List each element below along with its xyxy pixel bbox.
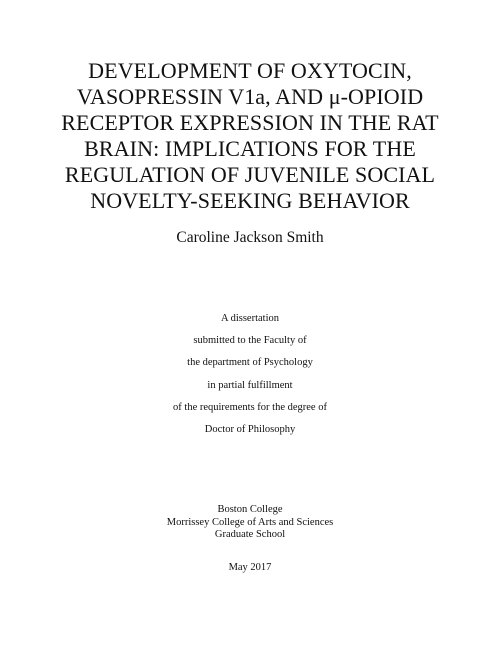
institution-line: Boston College: [217, 504, 283, 515]
title-line: DEVELOPMENT OF OXYTOCIN,: [88, 58, 412, 83]
submission-line: of the requirements for the degree of: [173, 401, 327, 413]
institution-line: Morrissey College of Arts and Sciences: [166, 516, 334, 528]
title-line: REGULATION OF JUVENILE SOCIAL: [64, 162, 436, 187]
submission-line: Doctor of Philosophy: [204, 423, 296, 435]
submission-line: submitted to the Faculty of: [193, 335, 307, 347]
dissertation-title: [40, 58, 460, 214]
institution-line: Graduate School: [214, 529, 286, 540]
submission-line: the department of Psychology: [187, 357, 313, 369]
submission-statement: [0, 313, 500, 446]
submission-date: May 2017: [228, 562, 272, 573]
submission-line: A dissertation: [220, 313, 280, 324]
institution-block: [0, 504, 500, 542]
title-line: VASOPRESSIN V1a, AND μ-OPIOID: [76, 84, 424, 109]
submission-line: in partial fulfillment: [207, 379, 293, 391]
author-name: Caroline Jackson Smith: [176, 229, 324, 246]
title-line: NOVELTY-SEEKING BEHAVIOR: [90, 188, 410, 213]
title-line: RECEPTOR EXPRESSION IN THE RAT: [61, 110, 439, 135]
title-line: BRAIN: IMPLICATIONS FOR THE: [84, 136, 416, 161]
